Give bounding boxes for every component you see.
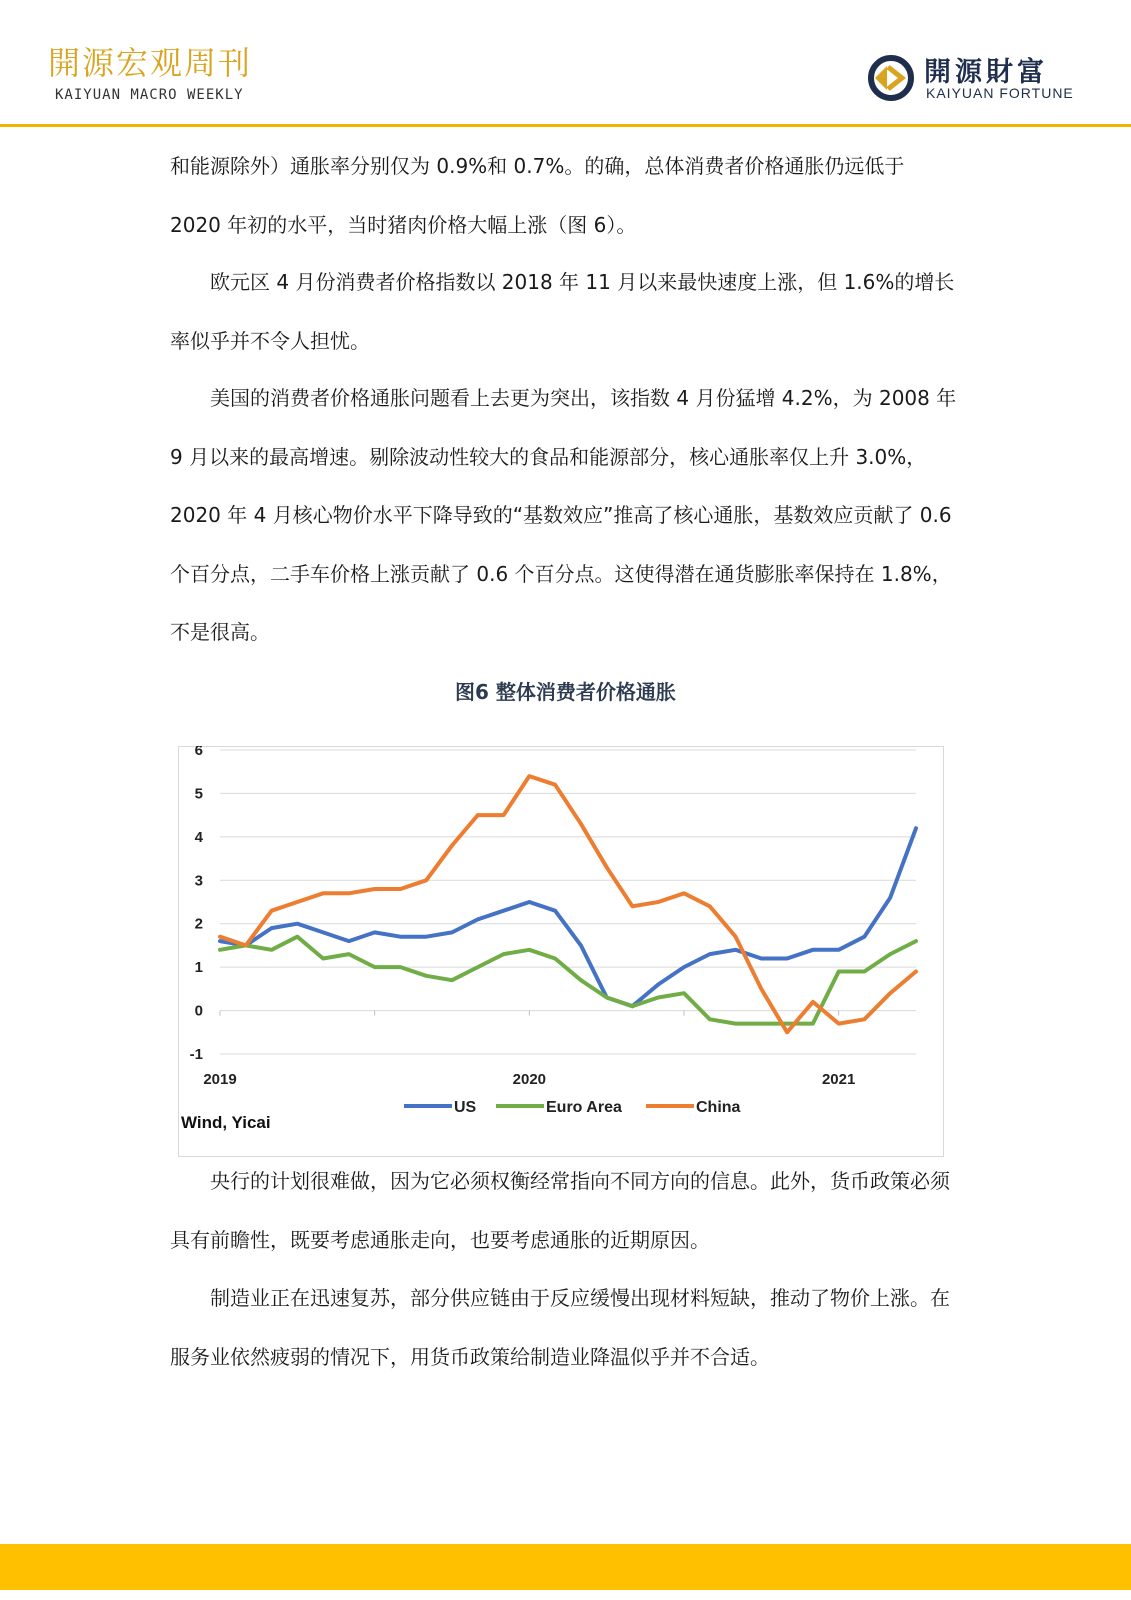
- chart-container: [178, 746, 944, 1157]
- y-tick-label: 2: [194, 915, 203, 933]
- legend-label: China: [696, 1099, 741, 1116]
- y-tick-label: 0: [194, 1002, 203, 1020]
- x-tick-label: 2019: [203, 1071, 237, 1088]
- x-tick-label: 2021: [821, 1071, 856, 1088]
- publication-subtitle: KAIYUAN MACRO WEEKLY: [55, 87, 244, 103]
- logo-mark-icon: [866, 53, 916, 103]
- paragraph: 制造业正在迅速复苏，部分供应链由于反应缓慢出现材料短缺，推动了物价上涨。在服务业依然疲弱的情况下，用货币政策给制造业降温似乎并不合适。: [170, 1286, 950, 1369]
- paragraph: 欧元区 4 月份消费者价格指数以 2018 年 11 月以来最快速度上涨，但 1.6%的增长率似乎并不令人担忧。: [170, 270, 955, 353]
- y-tick-label: 6: [194, 746, 203, 759]
- inflation-line-chart: [178, 746, 944, 1157]
- paragraph: 和能源除外）通胀率分别仅为 0.9%和 0.7%。的确，总体消费者价格通胀仍远低于 2020 年初的水平，当时猪肉价格大幅上涨（图 6）。: [170, 154, 905, 237]
- paragraph: 美国的消费者价格通胀问题看上去更为突出，该指数 4 月份猛增 4.2%，为 2008 年 9 月以来的最高增速。剔除波动性较大的食品和能源部分，核心通胀率仅上升 3.0%，2020 年 4 月核心物价水平下降导致的“基数效应”推高了核心通胀，基数效应贡献了 0.6 个百分点，二手车价格上涨贡献了 0.6 个百分点。这使得潜在通货膨胀率保持在 1.8%，不是很高。: [170, 386, 957, 644]
- y-tick-label: 4: [194, 828, 203, 846]
- x-tick-label: 2020: [512, 1071, 547, 1088]
- y-tick-label: -1: [189, 1046, 203, 1063]
- y-tick-label: 3: [194, 872, 203, 890]
- figure-title: 图6 整体消费者价格通胀: [455, 680, 676, 704]
- page-header: [0, 0, 1131, 126]
- header-divider: [0, 124, 1131, 127]
- legend-label: US: [454, 1099, 477, 1116]
- y-tick-label: 1: [194, 959, 203, 977]
- publication-title: 開源宏观周刊: [48, 44, 253, 82]
- company-logo: [866, 50, 1086, 106]
- chart-source: Wind, Yicai: [181, 1113, 271, 1132]
- logo-english-text: KAIYUAN FORTUNE: [926, 85, 1074, 101]
- y-tick-label: 5: [194, 785, 203, 803]
- logo-chinese-text: 開源財富: [924, 57, 1048, 88]
- paragraph: 央行的计划很难做，因为它必须权衡经常指向不同方向的信息。此外，货币政策必须具有前瞻性，既要考虑通胀走向，也要考虑通胀的近期原因。: [170, 1169, 950, 1252]
- legend-label: Euro Area: [546, 1099, 622, 1116]
- footer-band: [0, 1544, 1131, 1590]
